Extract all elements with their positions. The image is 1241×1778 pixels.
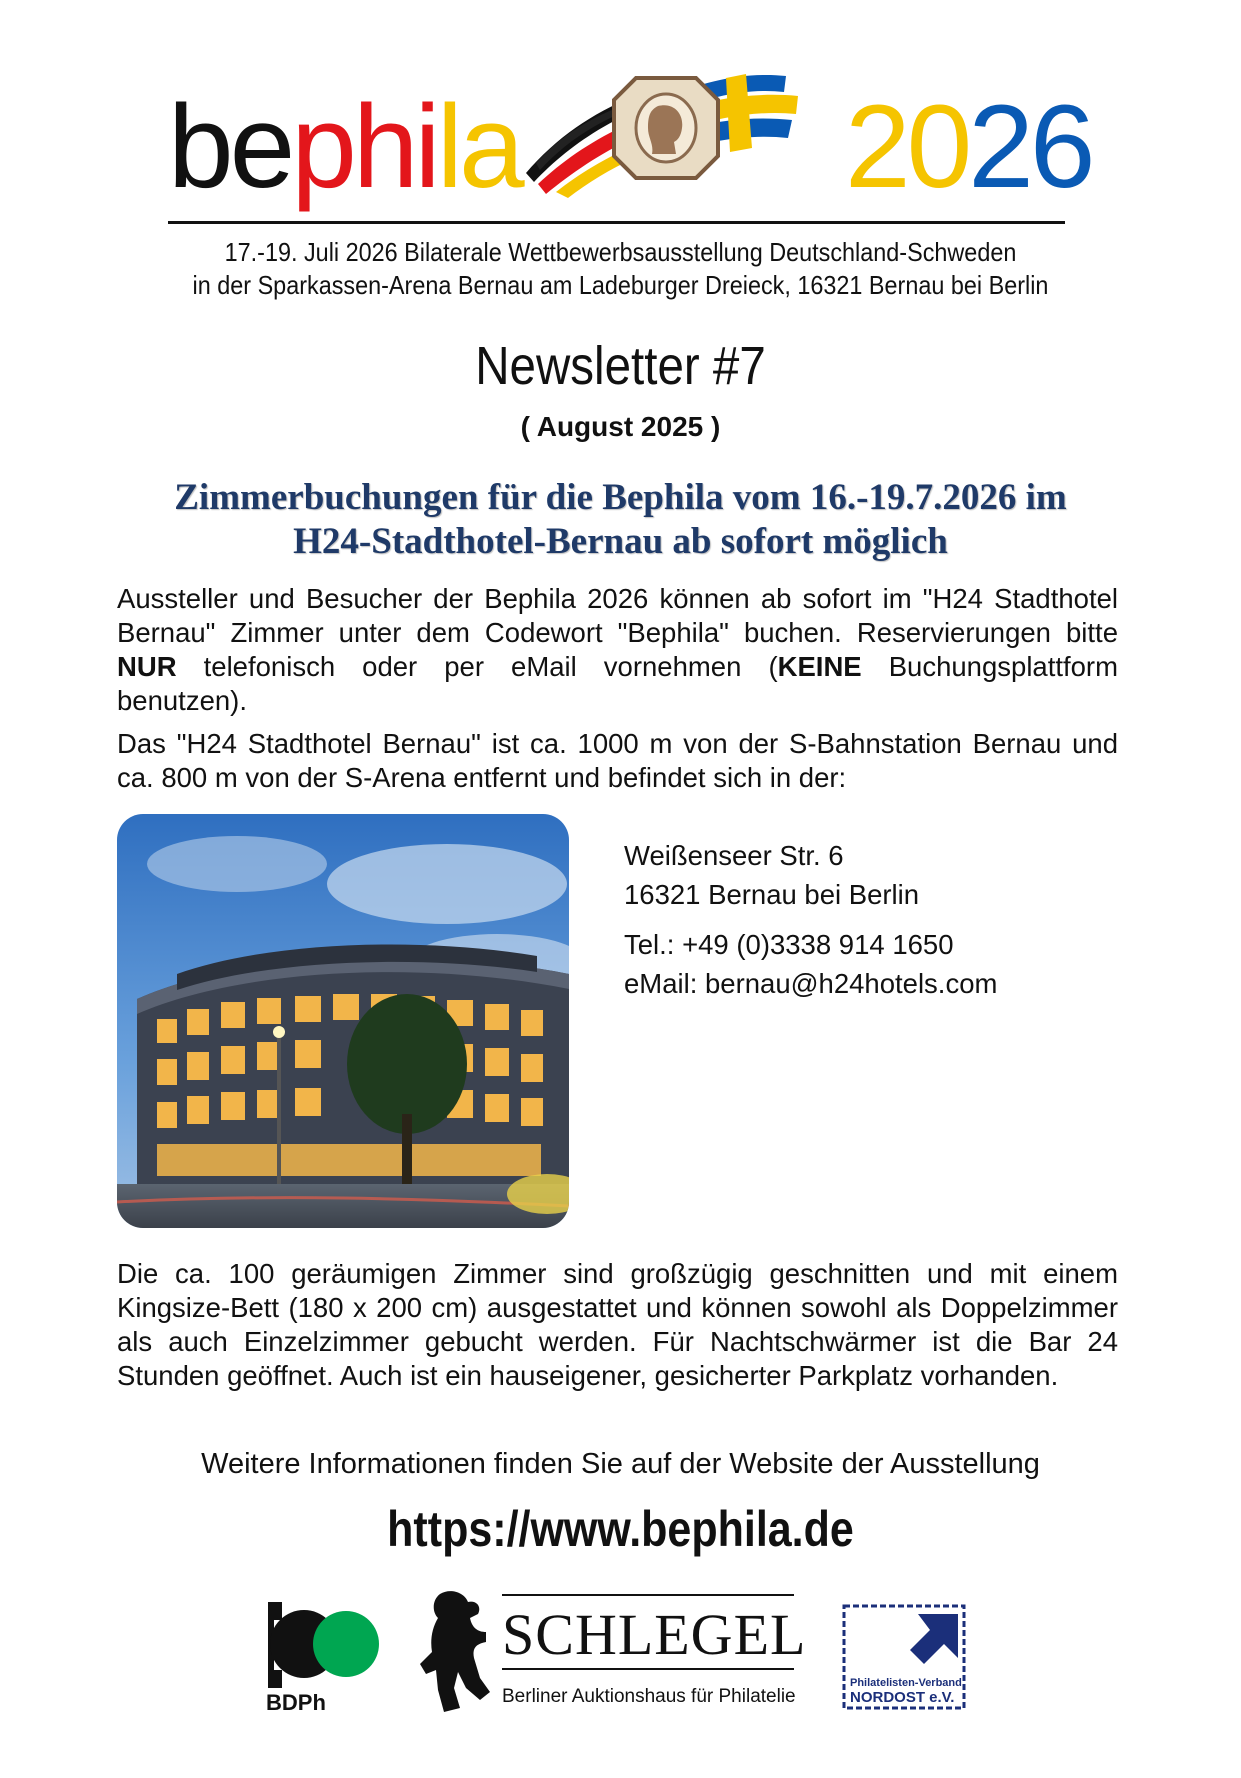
logo-year — [845, 81, 1092, 213]
schlegel-logo — [420, 1588, 806, 1716]
logo-la: la — [436, 81, 521, 213]
paragraph-location: Das "H24 Stadthotel Bernau" ist ca. 1000 m von der S-Bahnstation Bernau und ca. 800 m von der S-Arena entfernt und befindet sich in der: — [117, 728, 1118, 793]
bdph-logo — [264, 1598, 384, 1714]
paragraph-booking-part1: Aussteller und Besucher der Bephila 2026 können ab sofort im "H24 Stadthotel Bernau" Zimmer unter dem Codewort "Bephila" buchen. Reservierungen bitte — [117, 583, 1118, 648]
emphasis-nur: NUR — [117, 651, 177, 682]
paragraph-rooms: Die ca. 100 geräumigen Zimmer sind großzügig geschnitten und mit einem Kingsize-Bett (180 x 200 cm) ausgestattet und können sowohl als Doppelzimmer als auch Einzelzimmer gebucht werden. Für Nachtschwärmer ist die Bar 24 Stunden geöffnet. Auch ist ein hauseigener, gesicherter Parkplatz vorhanden. — [117, 1258, 1118, 1391]
address-street: Weißenseer Str. 6 — [624, 840, 844, 871]
emphasis-keine: KEINE — [777, 651, 862, 682]
flags-stamp-emblem — [516, 58, 816, 198]
logo-be: be — [168, 81, 292, 213]
more-info-text: Weitere Informationen finden Sie auf der Website der Ausstellung — [201, 1448, 1040, 1480]
paragraph-booking-part3: Buchungsplattform benutzen). — [117, 651, 1118, 716]
bephila-logo-wordmark — [168, 81, 521, 213]
nordost-line2: NORDOST e.V. — [850, 1689, 955, 1706]
hotel-address — [624, 836, 997, 1003]
logo-phi: phi — [291, 81, 437, 213]
website-link[interactable]: https://www.bephila.de — [387, 1501, 854, 1557]
newsletter-date: ( August 2025 ) — [520, 411, 721, 442]
logo-year-second: 26 — [968, 81, 1092, 213]
stamp-icon — [614, 78, 718, 178]
logo-year-first: 20 — [845, 81, 969, 213]
headline-line1: Zimmerbuchungen für die Bephila vom 16.-19.7.2026 im — [174, 477, 1067, 518]
address-phone: Tel.: +49 (0)3338 914 1650 — [624, 929, 954, 960]
schlegel-name: SCHLEGEL — [502, 1602, 806, 1667]
address-city: 16321 Bernau bei Berlin — [624, 879, 920, 910]
hotel-photo — [117, 814, 569, 1228]
header-divider — [168, 221, 1065, 224]
schlegel-subtitle: Berliner Auktionshaus für Philatelie — [502, 1686, 796, 1707]
hotel-illustration — [117, 814, 569, 1228]
headline-line2: H24-Stadthotel-Bernau ab sofort möglich — [293, 521, 948, 562]
event-subtitle-line1: 17.-19. Juli 2026 Bilaterale Wettbewerbsausstellung Deutschland-Schweden — [224, 237, 1017, 267]
event-subtitle-line2: in der Sparkassen-Arena Bernau am Ladeburger Dreieck, 16321 Bernau bei Berlin — [192, 270, 1049, 300]
paragraph-booking — [117, 582, 1118, 718]
paragraph-booking-part2: telefonisch oder per eMail vornehmen ( — [176, 651, 778, 682]
nordost-logo — [838, 1600, 970, 1714]
address-email[interactable]: eMail: bernau@h24hotels.com — [624, 968, 998, 999]
berlin-bear-icon — [420, 1591, 490, 1712]
newsletter-title: Newsletter #7 — [475, 336, 766, 396]
nordost-line1: Philatelisten-Verband — [850, 1677, 962, 1689]
bdph-label: BDPh — [266, 1690, 326, 1714]
